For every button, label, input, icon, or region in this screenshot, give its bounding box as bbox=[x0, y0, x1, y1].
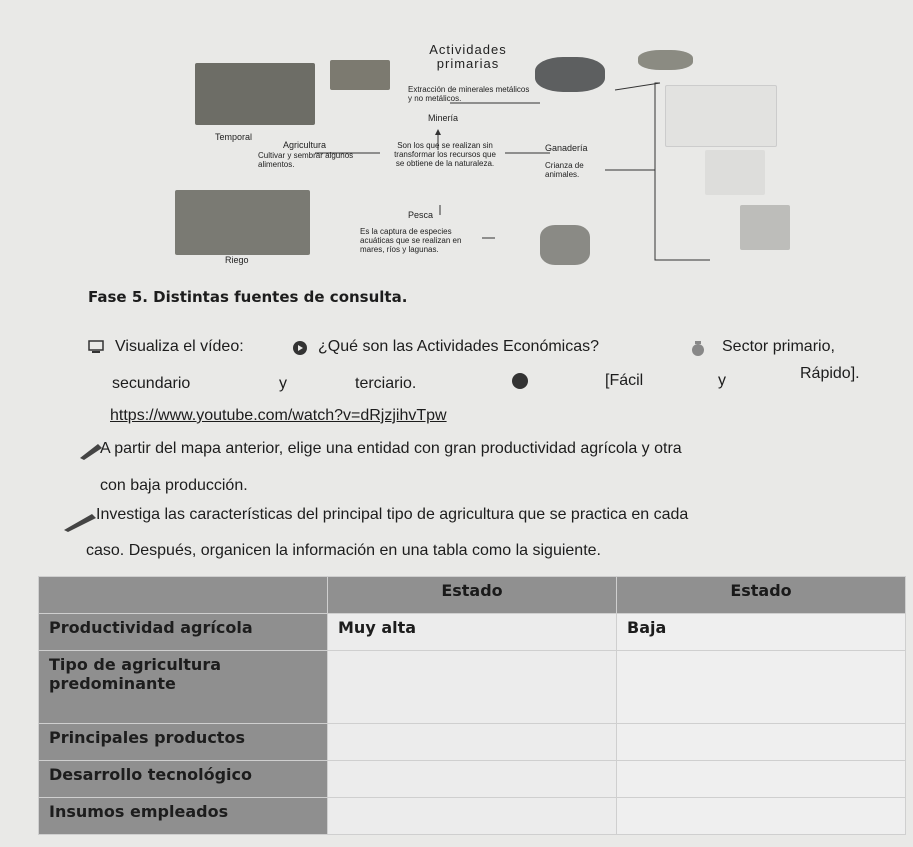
task1-line2: con baja producción. bbox=[100, 477, 248, 494]
computer-icon bbox=[88, 340, 104, 354]
word-rapido: Rápido]. bbox=[800, 365, 860, 382]
mineral-rock-photo bbox=[535, 57, 605, 92]
task2-line2: caso. Después, organicen la información en una tabla como la siguiente. bbox=[86, 542, 601, 559]
mining-photo bbox=[330, 60, 390, 90]
youtube-icon bbox=[292, 340, 308, 356]
mineria-description: Extracción de minerales metálicos y no metálicos. bbox=[408, 85, 530, 103]
word-y-2: y bbox=[718, 372, 726, 389]
comparison-table bbox=[38, 576, 906, 835]
table-row bbox=[39, 614, 906, 651]
agricultura-description: Cultivar y sembrar algunos alimentos. bbox=[258, 151, 354, 169]
table-row bbox=[39, 761, 906, 798]
pencil-icon-2 bbox=[62, 510, 98, 532]
cell-estado-2[interactable] bbox=[617, 724, 906, 761]
youtube-link[interactable]: https://www.youtube.com/watch?v=dRjzjihvTpw bbox=[110, 407, 447, 424]
row-label: Desarrollo tecnológico bbox=[39, 761, 328, 798]
irrigation-field-photo bbox=[175, 190, 310, 255]
money-bag-icon bbox=[690, 339, 706, 357]
cell-estado-1[interactable]: Muy alta bbox=[328, 614, 617, 651]
minerals-photo bbox=[638, 50, 693, 70]
cell-estado-2[interactable] bbox=[617, 798, 906, 835]
section-title: Fase 5. Distintas fuentes de consulta. bbox=[88, 288, 408, 306]
cell-estado-1[interactable] bbox=[328, 761, 617, 798]
header-estado-2: Estado bbox=[617, 577, 906, 614]
cell-estado-2[interactable] bbox=[617, 651, 906, 724]
pesca-label: Pesca bbox=[408, 210, 434, 220]
video-thumbnail-icon bbox=[510, 372, 530, 390]
cell-estado-2[interactable]: Baja bbox=[617, 614, 906, 651]
diagram-title: Actividades primarias bbox=[429, 42, 507, 71]
video-part1: Sector primario, bbox=[722, 338, 835, 355]
center-definition: Son los que se realizan sin transformar los recursos que se obtiene de la naturaleza. bbox=[394, 141, 496, 168]
cell-estado-1[interactable] bbox=[328, 651, 617, 724]
cell-estado-1[interactable] bbox=[328, 798, 617, 835]
fisherman-illustration bbox=[540, 225, 590, 265]
temporal-label: Temporal bbox=[215, 132, 253, 142]
farm-animals-illustration bbox=[705, 150, 765, 195]
table-row bbox=[39, 798, 906, 835]
task2-line1: Investiga las características del principal tipo de agricultura que se practica en cada bbox=[96, 506, 689, 523]
riego-label: Riego bbox=[225, 255, 249, 265]
table-row bbox=[39, 724, 906, 761]
row-label: Productividad agrícola bbox=[39, 614, 328, 651]
agricultura-label: Agricultura bbox=[283, 140, 327, 150]
video-prefix: Visualiza el vídeo: bbox=[115, 338, 244, 355]
row-label: Principales productos bbox=[39, 724, 328, 761]
beehive-illustration bbox=[740, 205, 790, 250]
word-y-1: y bbox=[279, 375, 287, 392]
table-row bbox=[39, 651, 906, 724]
ganaderia-description: Crianza de animales. bbox=[545, 161, 584, 179]
livestock-illustration bbox=[665, 85, 777, 147]
cell-estado-2[interactable] bbox=[617, 761, 906, 798]
pesca-description: Es la captura de especies acuáticas que se realizan en mares, ríos y lagunas. bbox=[360, 227, 462, 254]
video-question: ¿Qué son las Actividades Económicas? bbox=[318, 338, 600, 355]
row-label: Tipo de agricultura predominante bbox=[39, 651, 328, 724]
word-terciario: terciario. bbox=[355, 375, 417, 392]
word-secundario: secundario bbox=[112, 375, 191, 392]
header-empty bbox=[39, 577, 328, 614]
mineria-label: Minería bbox=[428, 113, 459, 123]
ganaderia-label: Ganadería bbox=[545, 143, 588, 153]
task1-line1: A partir del mapa anterior, elige una entidad con gran productividad agrícola y otra bbox=[100, 440, 682, 457]
row-label: Insumos empleados bbox=[39, 798, 328, 835]
cell-estado-1[interactable] bbox=[328, 724, 617, 761]
concept-map bbox=[150, 35, 850, 285]
temporal-field-photo bbox=[195, 63, 315, 125]
word-facil: [Fácil bbox=[605, 372, 644, 389]
header-estado-1: Estado bbox=[328, 577, 617, 614]
table-header-row bbox=[39, 577, 906, 614]
